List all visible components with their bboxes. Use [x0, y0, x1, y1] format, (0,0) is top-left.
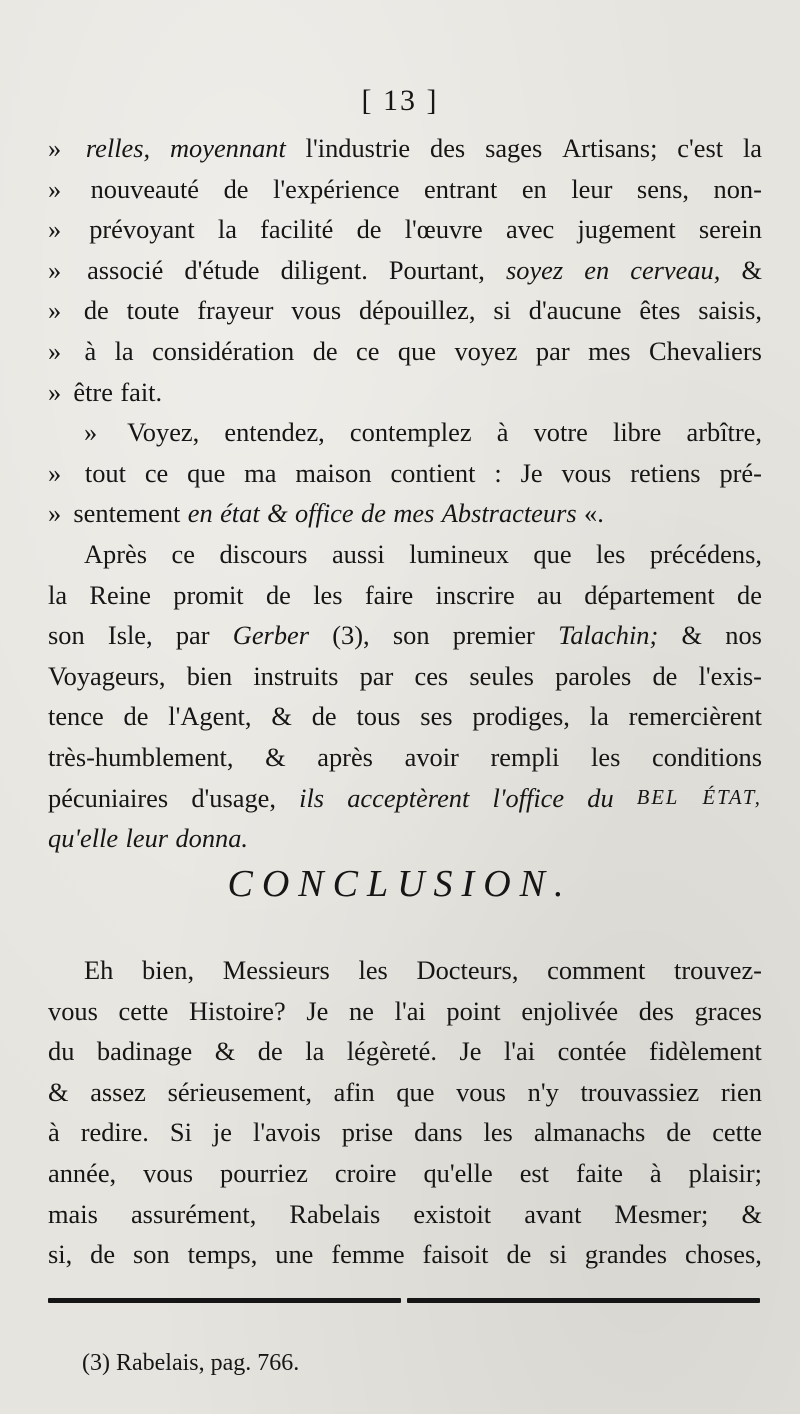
- word: l'ai: [503, 1036, 536, 1067]
- word: de: [652, 660, 678, 691]
- word: plaisir;: [688, 1157, 762, 1188]
- word: pécuniaires: [48, 782, 169, 813]
- word: l'avois: [252, 1117, 321, 1148]
- word: à: [496, 417, 509, 448]
- word: vous: [143, 1157, 193, 1188]
- word: Chevaliers: [649, 335, 762, 366]
- word: son: [133, 1239, 170, 1270]
- word: trouvez-: [674, 955, 762, 985]
- word: aussi: [331, 538, 385, 569]
- word: département: [584, 579, 715, 610]
- word: que: [396, 1076, 435, 1107]
- word: la: [114, 335, 134, 366]
- word: l'ai: [394, 995, 426, 1026]
- text-line: [48, 1112, 762, 1153]
- word: «.: [584, 498, 604, 529]
- word: de: [666, 1117, 692, 1148]
- word: &: [214, 1036, 236, 1067]
- word: Messieurs: [222, 955, 330, 985]
- word: non-: [713, 173, 762, 204]
- word: Abstracteurs: [441, 498, 577, 529]
- word: temps,: [187, 1239, 258, 1270]
- footnote-rule: [48, 1298, 760, 1303]
- dialogue-paragraph-block: [48, 128, 762, 859]
- word: mes: [393, 498, 435, 529]
- word: pré-: [719, 457, 762, 488]
- word: BEL: [636, 786, 680, 809]
- word: par: [535, 335, 570, 366]
- word: relles,: [85, 133, 151, 163]
- word: (3),: [332, 620, 370, 651]
- word: promit: [173, 579, 244, 610]
- word: avec: [505, 214, 555, 245]
- word: &: [741, 254, 762, 285]
- word: des: [430, 133, 466, 163]
- text-line: [48, 615, 762, 656]
- text-line: [48, 534, 762, 575]
- word: de: [123, 701, 149, 732]
- word: une: [275, 1239, 314, 1270]
- word: saisis,: [698, 295, 762, 326]
- word: sentement: [73, 498, 181, 529]
- word: de: [361, 498, 386, 529]
- word: après: [317, 741, 373, 772]
- word: du: [48, 1036, 75, 1067]
- word: ils: [299, 782, 325, 813]
- word: d'aucune: [528, 295, 622, 326]
- word: assurément,: [130, 1198, 257, 1229]
- word: faire: [364, 579, 414, 610]
- word: est: [519, 1157, 550, 1188]
- text-line: [48, 412, 762, 453]
- word: inscrire: [435, 579, 515, 610]
- footnote-rule-left: [48, 1298, 401, 1303]
- word: l'œuvre: [404, 214, 483, 245]
- word: leur: [571, 173, 613, 204]
- word: serein: [698, 214, 762, 245]
- word: fait.: [120, 376, 163, 407]
- word: Docteurs,: [416, 955, 519, 985]
- word: que: [187, 457, 226, 488]
- word: la: [305, 1036, 325, 1067]
- quote-mark: »: [48, 335, 62, 366]
- word: ne: [349, 995, 374, 1026]
- word: de: [356, 214, 382, 245]
- word: :: [494, 457, 502, 488]
- word: ces: [414, 660, 449, 691]
- word: êtes: [639, 295, 681, 326]
- text-line: [48, 575, 762, 616]
- text-line: [48, 656, 762, 697]
- quote-mark: »: [48, 376, 62, 407]
- word: les: [591, 741, 621, 772]
- word: Mesmer;: [614, 1198, 709, 1229]
- word: entendez,: [224, 417, 325, 448]
- word: office: [294, 498, 354, 529]
- text-line: [48, 331, 762, 372]
- word: ses: [420, 701, 453, 732]
- word: d'usage,: [191, 782, 276, 813]
- quote-mark: »: [48, 457, 62, 488]
- word: rien: [720, 1076, 762, 1107]
- word: légèreté.: [346, 1036, 437, 1067]
- word: année,: [48, 1157, 117, 1188]
- word: de: [737, 579, 762, 610]
- word: acceptèrent: [347, 782, 470, 813]
- word: rempli: [490, 741, 560, 772]
- word: l'Agent,: [168, 701, 252, 732]
- word: Si: [169, 1117, 192, 1148]
- text-line: [48, 1031, 762, 1072]
- word: conditions: [652, 741, 762, 772]
- word: jugement: [577, 214, 676, 245]
- word: tence: [48, 701, 104, 732]
- text-line: [48, 991, 762, 1032]
- word: contée: [557, 1036, 627, 1067]
- word: libre: [612, 417, 662, 448]
- word: &: [265, 741, 286, 772]
- word: frayeur: [197, 295, 274, 326]
- word: enjolivée: [521, 995, 619, 1026]
- word: sages: [485, 133, 543, 163]
- word: fidèlement: [649, 1036, 762, 1067]
- word: en: [187, 498, 213, 529]
- word: les: [596, 538, 626, 569]
- word: les: [483, 1117, 513, 1148]
- text-line: [48, 250, 762, 291]
- word: vous: [291, 295, 342, 326]
- word: sérieusement,: [167, 1076, 312, 1107]
- word: Gerber: [232, 620, 310, 651]
- word: son: [48, 620, 85, 651]
- word: maison: [295, 457, 372, 488]
- word: redire.: [80, 1117, 149, 1148]
- word: la: [48, 579, 68, 610]
- word: c'est: [677, 133, 724, 163]
- word: des: [638, 995, 674, 1026]
- quote-mark: »: [48, 173, 62, 204]
- word: Je: [459, 1036, 482, 1067]
- word: ce: [171, 538, 195, 569]
- text-line: [48, 1234, 762, 1275]
- word: arbître,: [686, 417, 762, 448]
- word: Pourtant,: [388, 254, 485, 285]
- word: très-humblement,: [48, 741, 234, 772]
- word: l'office: [492, 782, 565, 813]
- word: prodiges,: [472, 701, 570, 732]
- text-line: [48, 696, 762, 737]
- word: afin: [333, 1076, 375, 1107]
- word: leur: [125, 823, 169, 854]
- text-line: [48, 290, 762, 331]
- word: les: [313, 579, 343, 610]
- word: existoit: [413, 1198, 492, 1229]
- word: Talachin;: [558, 620, 659, 651]
- word: seules: [469, 660, 534, 691]
- word: almanachs: [533, 1117, 646, 1148]
- word: discours: [219, 538, 308, 569]
- word: par: [359, 660, 394, 691]
- text-line: [48, 818, 762, 859]
- word: si: [549, 1239, 567, 1270]
- word: badinage: [96, 1036, 193, 1067]
- word: Artisans;: [562, 133, 658, 163]
- word: bien,: [142, 955, 195, 985]
- section-heading: CONCLUSION.: [227, 863, 573, 905]
- word: de: [312, 335, 338, 366]
- word: Rabelais: [289, 1198, 381, 1229]
- word: ce: [144, 457, 169, 488]
- word: bien: [186, 660, 233, 691]
- word: de: [223, 173, 249, 204]
- word: Après: [84, 538, 148, 569]
- word: voyez: [454, 335, 518, 366]
- text-line: [48, 778, 762, 819]
- word: associé: [87, 254, 164, 285]
- word: l'industrie: [305, 133, 411, 163]
- word: Reine: [89, 579, 151, 610]
- quote-mark: »: [48, 498, 62, 529]
- word: premier: [452, 620, 535, 651]
- word: à: [48, 1117, 60, 1148]
- word: lumineux: [409, 538, 509, 569]
- text-line: [48, 950, 762, 991]
- word: tous: [356, 701, 401, 732]
- word: dépouillez,: [358, 295, 476, 326]
- conclusion-paragraph: [48, 950, 762, 1275]
- word: Je: [520, 457, 543, 488]
- word: du: [587, 782, 614, 813]
- text-line: [48, 209, 762, 250]
- word: &: [271, 701, 292, 732]
- word: &: [741, 1198, 762, 1229]
- word: dans: [414, 1117, 463, 1148]
- word: que: [533, 538, 572, 569]
- word: paroles: [555, 660, 632, 691]
- text-line: [48, 737, 762, 778]
- quote-mark: »: [48, 133, 62, 163]
- word: avoir: [404, 741, 459, 772]
- word: vous: [561, 457, 612, 488]
- word: ce: [356, 335, 380, 366]
- text-line: [48, 493, 762, 534]
- word: Isle,: [107, 620, 153, 651]
- word: point: [446, 995, 501, 1026]
- quote-mark: »: [48, 214, 62, 245]
- word: faite: [576, 1157, 623, 1188]
- word: mais: [48, 1198, 98, 1229]
- word: la: [589, 701, 609, 732]
- word: de: [311, 701, 337, 732]
- word: soyez: [505, 254, 564, 285]
- text-line: [48, 453, 762, 494]
- word: diligent.: [280, 254, 368, 285]
- word: prévoyant: [89, 214, 195, 245]
- word: d'étude: [184, 254, 260, 285]
- text-line: [48, 1194, 762, 1235]
- footnote-rule-right: [407, 1298, 760, 1303]
- word: Voyez,: [127, 417, 200, 448]
- word: cette: [118, 995, 169, 1026]
- word: de: [265, 579, 291, 610]
- word: remercièrent: [628, 701, 762, 732]
- word: au: [537, 579, 562, 610]
- word: Je: [306, 995, 329, 1026]
- word: prise: [341, 1117, 394, 1148]
- word: cette: [712, 1117, 762, 1148]
- word: croire: [334, 1157, 397, 1188]
- word: &: [267, 498, 288, 529]
- word: pourriez: [220, 1157, 308, 1188]
- word: l'exis-: [698, 660, 762, 691]
- word: cerveau,: [630, 254, 721, 285]
- word: votre: [533, 417, 588, 448]
- text-line: [48, 128, 762, 169]
- word: mes: [588, 335, 631, 366]
- word: n'y: [527, 1076, 559, 1107]
- word: de: [83, 295, 109, 326]
- word: moyennant: [170, 133, 286, 163]
- word: comment: [547, 955, 646, 985]
- word: je: [212, 1117, 232, 1148]
- word: grandes: [584, 1239, 667, 1270]
- word: de: [90, 1239, 116, 1270]
- word: par: [175, 620, 210, 651]
- word: ma: [244, 457, 277, 488]
- text-line: [48, 1072, 762, 1113]
- word: nos: [725, 620, 762, 651]
- word: de: [506, 1239, 532, 1270]
- word: contemplez: [349, 417, 472, 448]
- text-line: [48, 169, 762, 210]
- word: contient: [390, 457, 476, 488]
- word: état: [220, 498, 260, 529]
- word: assez: [90, 1076, 146, 1107]
- word: considération: [152, 335, 295, 366]
- word: avant: [524, 1198, 582, 1229]
- word: graces: [694, 995, 762, 1026]
- word: l'expérience: [273, 173, 400, 204]
- word: Eh: [84, 955, 114, 985]
- word: &: [681, 620, 703, 651]
- word: Histoire?: [188, 995, 286, 1026]
- word: sens,: [636, 173, 689, 204]
- word: faisoit: [422, 1239, 489, 1270]
- word: être: [73, 376, 113, 407]
- word: en: [521, 173, 547, 204]
- footnote: (3) Rabelais, pag. 766.: [82, 1350, 300, 1376]
- text-line: [48, 372, 762, 413]
- word: vous: [48, 995, 98, 1026]
- word: si,: [48, 1239, 73, 1270]
- text-line: [48, 1153, 762, 1194]
- word: que: [397, 335, 437, 366]
- word: &: [48, 1076, 69, 1107]
- word: nouveauté: [90, 173, 200, 204]
- word: donna.: [175, 823, 249, 854]
- word: Voyageurs,: [48, 660, 166, 691]
- word: son: [392, 620, 430, 651]
- word: femme: [331, 1239, 405, 1270]
- word: de: [257, 1036, 283, 1067]
- quote-mark: »: [48, 254, 62, 285]
- word: trouvassiez: [580, 1076, 700, 1107]
- page-number: [ 13 ]: [361, 84, 439, 117]
- word: facilité: [260, 214, 334, 245]
- word: à: [649, 1157, 662, 1188]
- word: la: [742, 133, 762, 163]
- quote-mark: »: [84, 417, 98, 448]
- word: en: [584, 254, 610, 285]
- word: qu'elle: [48, 823, 119, 854]
- word: retiens: [630, 457, 701, 488]
- word: la: [217, 214, 237, 245]
- word: précédens,: [649, 538, 762, 569]
- word: entrant: [424, 173, 498, 204]
- quote-mark: »: [48, 295, 62, 326]
- word: les: [358, 955, 388, 985]
- word: instruits: [253, 660, 339, 691]
- word: si: [493, 295, 511, 326]
- word: toute: [126, 295, 180, 326]
- word: choses,: [684, 1239, 762, 1270]
- word: vous: [456, 1076, 506, 1107]
- word: tout: [84, 457, 126, 488]
- word: à: [84, 335, 97, 366]
- word: qu'elle: [423, 1157, 493, 1188]
- word: ÉTAT,: [702, 786, 762, 809]
